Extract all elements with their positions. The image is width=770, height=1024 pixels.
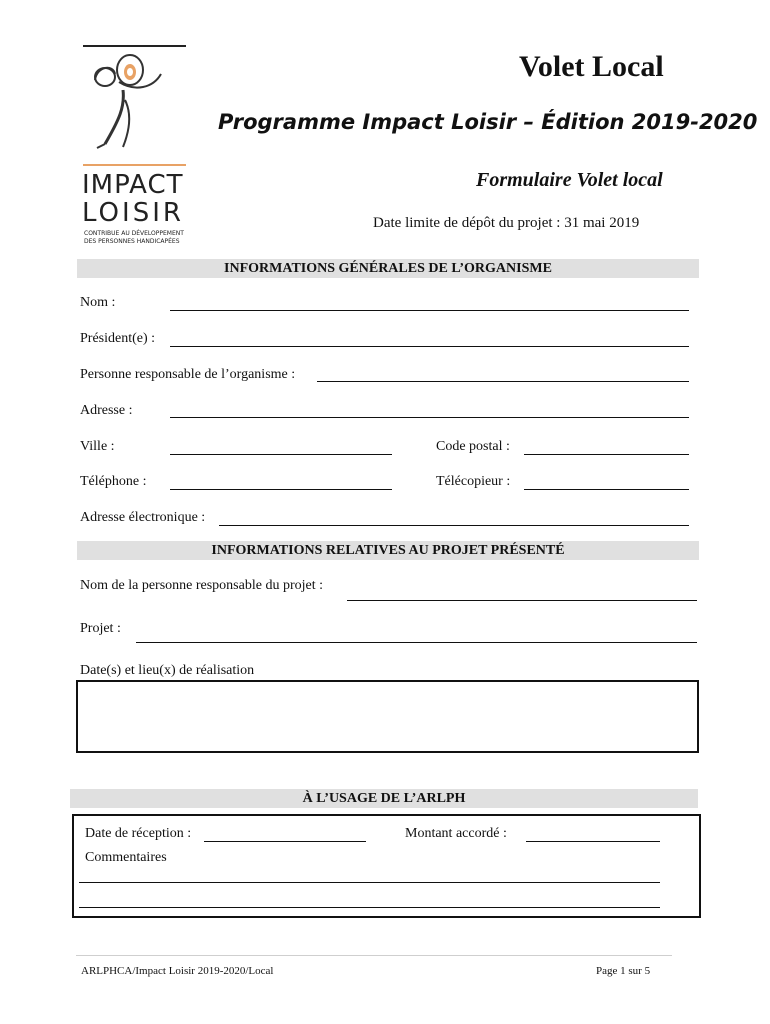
section-arlph-heading: À L’USAGE DE L’ARLPH (70, 789, 698, 808)
logo-loisir-text: LOISIR (82, 198, 184, 228)
logo-top-rule (83, 45, 186, 47)
date-reception-field[interactable] (204, 841, 366, 842)
montant-label: Montant accordé : (405, 826, 507, 841)
footer-page-number: Page 1 sur 5 (596, 965, 651, 977)
dates-lieux-label: Date(s) et lieu(x) de réalisation (80, 663, 255, 678)
nom-field[interactable] (170, 310, 689, 311)
montant-field[interactable] (526, 841, 660, 842)
telephone-label: Téléphone : (80, 474, 147, 489)
form-title: Formulaire Volet local (476, 169, 663, 191)
projet-field[interactable] (136, 642, 697, 643)
commentaires-line-1[interactable] (79, 882, 660, 883)
section-projet-heading: INFORMATIONS RELATIVES AU PROJET PRÉSENTÉ (77, 541, 699, 560)
dates-lieux-box[interactable] (76, 680, 699, 753)
logo-tagline-2: DES PERSONNES HANDICAPÉES (84, 238, 180, 245)
adresse-field[interactable] (170, 417, 689, 418)
nom-label: Nom : (80, 295, 116, 310)
responsable-projet-field[interactable] (347, 600, 697, 601)
code-postal-field[interactable] (524, 454, 689, 455)
ville-field[interactable] (170, 454, 392, 455)
code-postal-label: Code postal : (436, 439, 510, 454)
projet-label: Projet : (80, 621, 121, 636)
impact-loisir-figure-logo (83, 52, 188, 164)
program-subtitle: Programme Impact Loisir – Édition 2019-2020 (218, 110, 758, 134)
president-label: Président(e) : (80, 331, 156, 346)
responsable-org-field[interactable] (317, 381, 689, 382)
footer-left: ARLPHCA/Impact Loisir 2019-2020/Local (81, 965, 274, 977)
telecopieur-field[interactable] (524, 489, 689, 490)
commentaires-line-2[interactable] (79, 907, 660, 908)
courriel-label: Adresse électronique : (80, 510, 206, 525)
deadline-text: Date limite de dépôt du projet : 31 mai 2019 (373, 215, 640, 231)
telecopieur-label: Télécopieur : (436, 474, 511, 489)
adresse-label: Adresse : (80, 403, 133, 418)
logo-orange-rule (83, 164, 186, 166)
logo-impact-text: IMPACT (82, 170, 184, 200)
section-org-heading: INFORMATIONS GÉNÉRALES DE L’ORGANISME (77, 259, 699, 278)
president-field[interactable] (170, 346, 689, 347)
responsable-projet-label: Nom de la personne responsable du projet : (80, 578, 323, 593)
responsable-org-label: Personne responsable de l’organisme : (80, 367, 296, 382)
ville-label: Ville : (80, 439, 115, 454)
page-title: Volet Local (519, 50, 664, 83)
logo-tagline-1: CONTRIBUE AU DÉVELOPPEMENT (84, 230, 184, 237)
telephone-field[interactable] (170, 489, 392, 490)
commentaires-label: Commentaires (85, 850, 167, 865)
courriel-field[interactable] (219, 525, 689, 526)
date-reception-label: Date de réception : (85, 826, 192, 841)
footer-rule (76, 955, 672, 956)
